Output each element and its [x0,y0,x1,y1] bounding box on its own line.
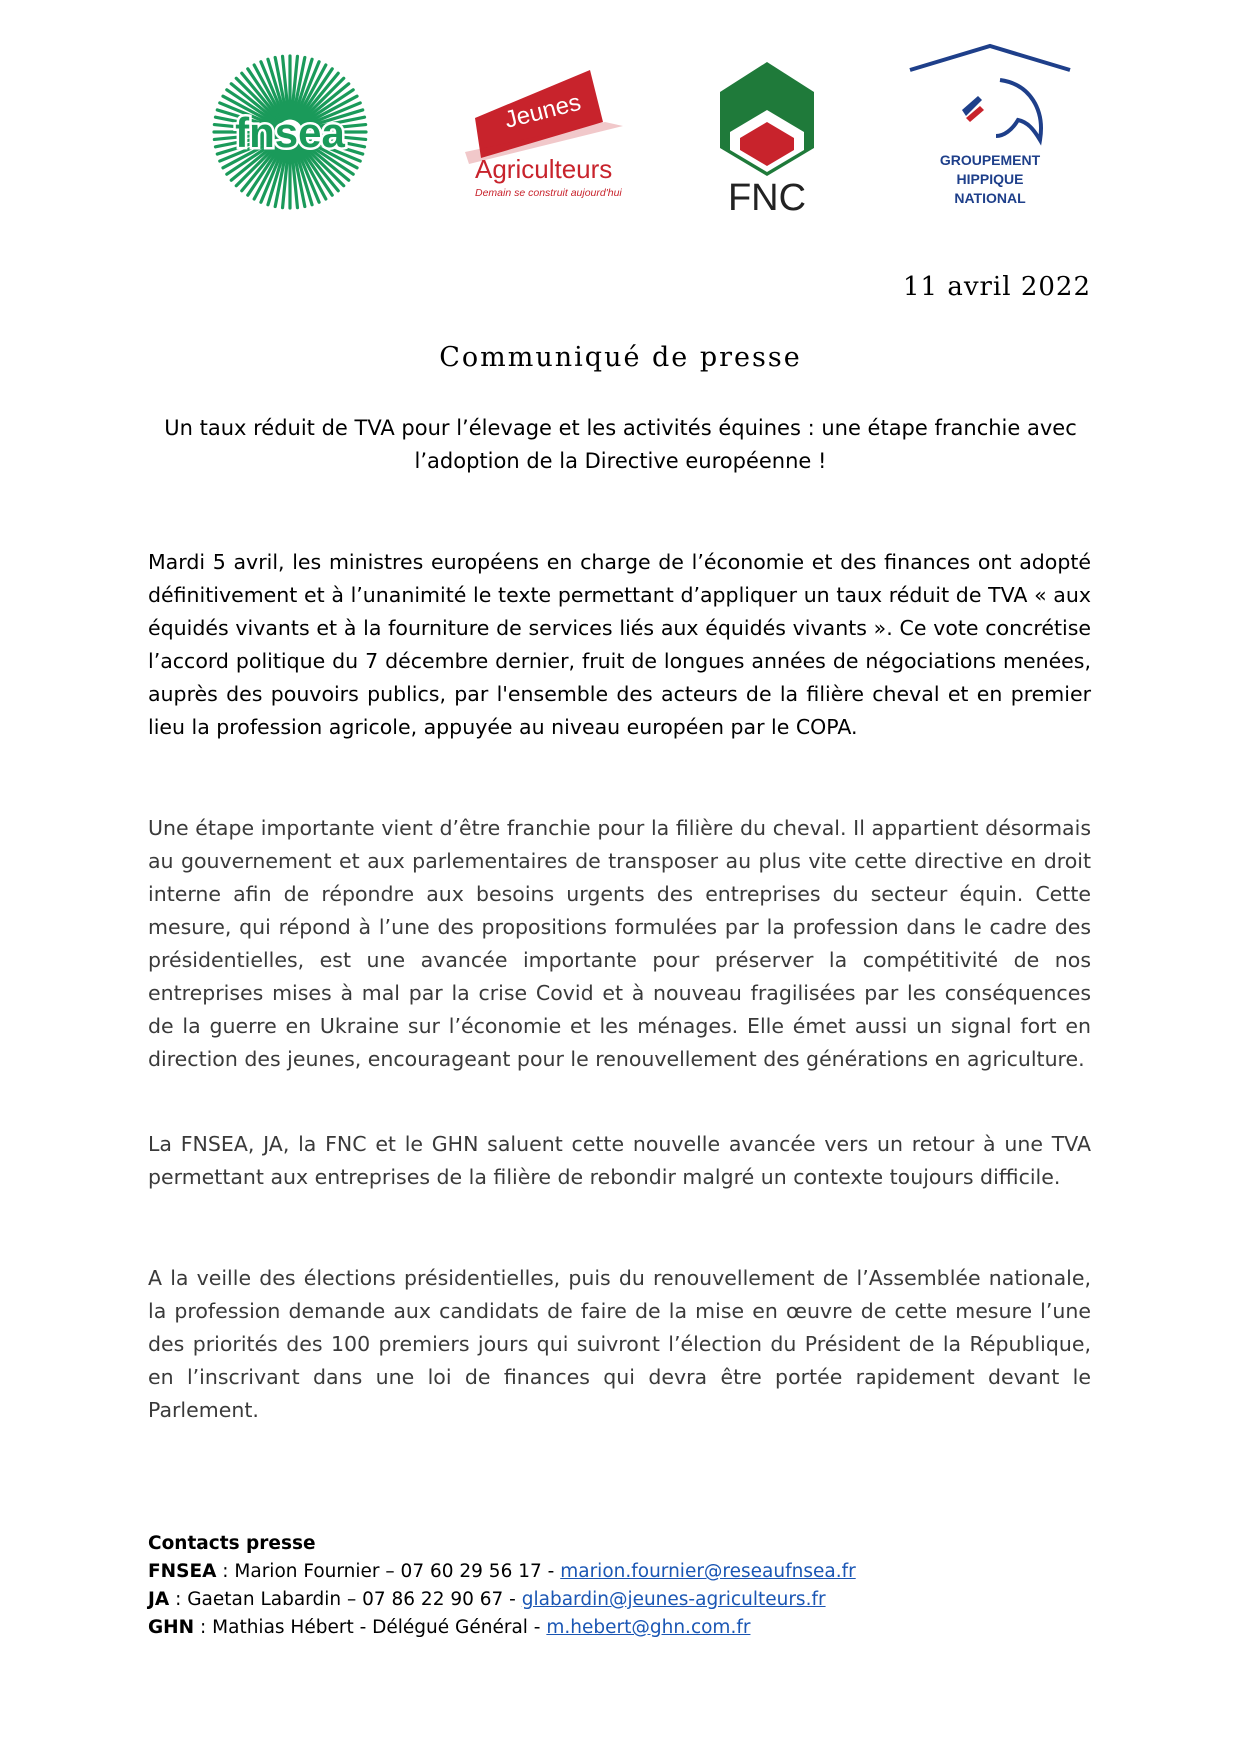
contact-org: GHN [148,1617,195,1638]
paragraph-1: Mardi 5 avril, les ministres européens en charge de l’économie et des finances ont adopté définitivement et à l’unanimité le texte permettant d’appliquer un taux réduit de TVA « aux équidés vivants et à la fourniture de services liés aux équidés vivants ». Ce vote concrétise l’accord politique du 7 décembre dernier, fruit de longues années de négociations menées, auprès des pouvoirs publics, par l'ensemble des acteurs de la filière cheval et en premier lieu la profession agricole, appuyée au niveau européen par le COPA. [148,550,1091,739]
press-contacts [148,1530,1098,1642]
contact-email-link[interactable]: marion.fournier@reseaufnsea.fr [560,1561,856,1582]
paragraph-2: Une étape importante vient d’être franchie pour la filière du cheval. Il appartient désormais au gouvernement et aux parlementaires de transposer au plus vite cette directive en droit interne afin de répondre aux besoins urgents des entreprises du secteur équin. Cette mesure, qui répond à l’une des propositions formulées par la profession dans le cadre des présidentielles, est une avancée importante pour préserver la compétitivité de nos entreprises mises à mal par la crise Covid et à nouveau fragilisées par les conséquences de la guerre en Ukraine sur l’économie et les ménages. Elle émet aussi un signal fort en direction des jeunes, encourageant pour le renouvellement des générations en agriculture. [148,816,1091,1071]
paragraph-4: A la veille des élections présidentielles, puis du renouvellement de l’Assemblée nationale, la profession demande aux candidats de faire de la mise en œuvre de cette mesure l’une des priorités des 100 premiers jours qui suivront l’élection du Président de la République, en l’inscrivant dans une loi de finances qui devra être portée rapidement devant le Parlement. [148,1266,1091,1422]
contact-details: Marion Fournier – 07 60 29 56 17 - [234,1561,561,1582]
paragraph-3: La FNSEA, JA, la FNC et le GHN saluent cette nouvelle avancée vers un retour à une TVA permettant aux entreprises de la filière de rebondir malgré un contexte toujours difficile. [148,1132,1091,1189]
contact-org: JA [148,1589,170,1610]
contact-details: Gaetan Labardin – 07 86 22 90 67 - [187,1589,522,1610]
ghn-roof-icon [910,46,1070,70]
fnsea-sunburst-icon [210,52,370,212]
ja-logo-line2: Agriculteurs [475,154,613,184]
contact-row-ghn [148,1614,1098,1642]
press-contacts-title: Contacts presse [148,1533,316,1554]
ja-logo-tagline: Demain se construit aujourd'hui [475,187,622,199]
logo-row [0,40,1241,220]
contact-org: FNSEA [148,1561,217,1582]
ja-logo-line1: Jeunes [501,88,584,134]
headline: Un taux réduit de TVA pour l’élevage et les activités équines : une étape franchie avec l’adoption de la Directive européenne ! [164,416,1077,473]
contact-row-fnsea [148,1558,1098,1586]
contact-details: Mathias Hébert - Délégué Général - [212,1617,547,1638]
ghn-logo-line2: HIPPIQUE [956,171,1024,187]
ghn-logo [900,40,1080,210]
fnc-logo-text: FNC [727,177,807,218]
contact-separator: : [169,1589,188,1610]
contact-email-link[interactable]: glabardin@jeunes-agriculteurs.fr [521,1589,826,1610]
ghn-horse-head-icon [996,80,1041,140]
fnsea-logo-text: fnsea [235,109,345,156]
contact-separator: : [194,1617,213,1638]
jeunes-agriculteurs-logo [455,60,635,210]
ghn-logo-line3: NATIONAL [954,190,1026,206]
ghn-logo-line1: GROUPEMENT [939,152,1041,168]
fnsea-logo [210,52,370,212]
document-type-title: Communiqué de presse [439,342,802,373]
press-release-date: 11 avril 2022 [902,272,1091,302]
contact-row-ja [148,1586,1098,1614]
contact-email-link[interactable]: m.hebert@ghn.com.fr [546,1617,751,1638]
contact-separator: : [216,1561,235,1582]
fnc-logo [712,58,822,218]
